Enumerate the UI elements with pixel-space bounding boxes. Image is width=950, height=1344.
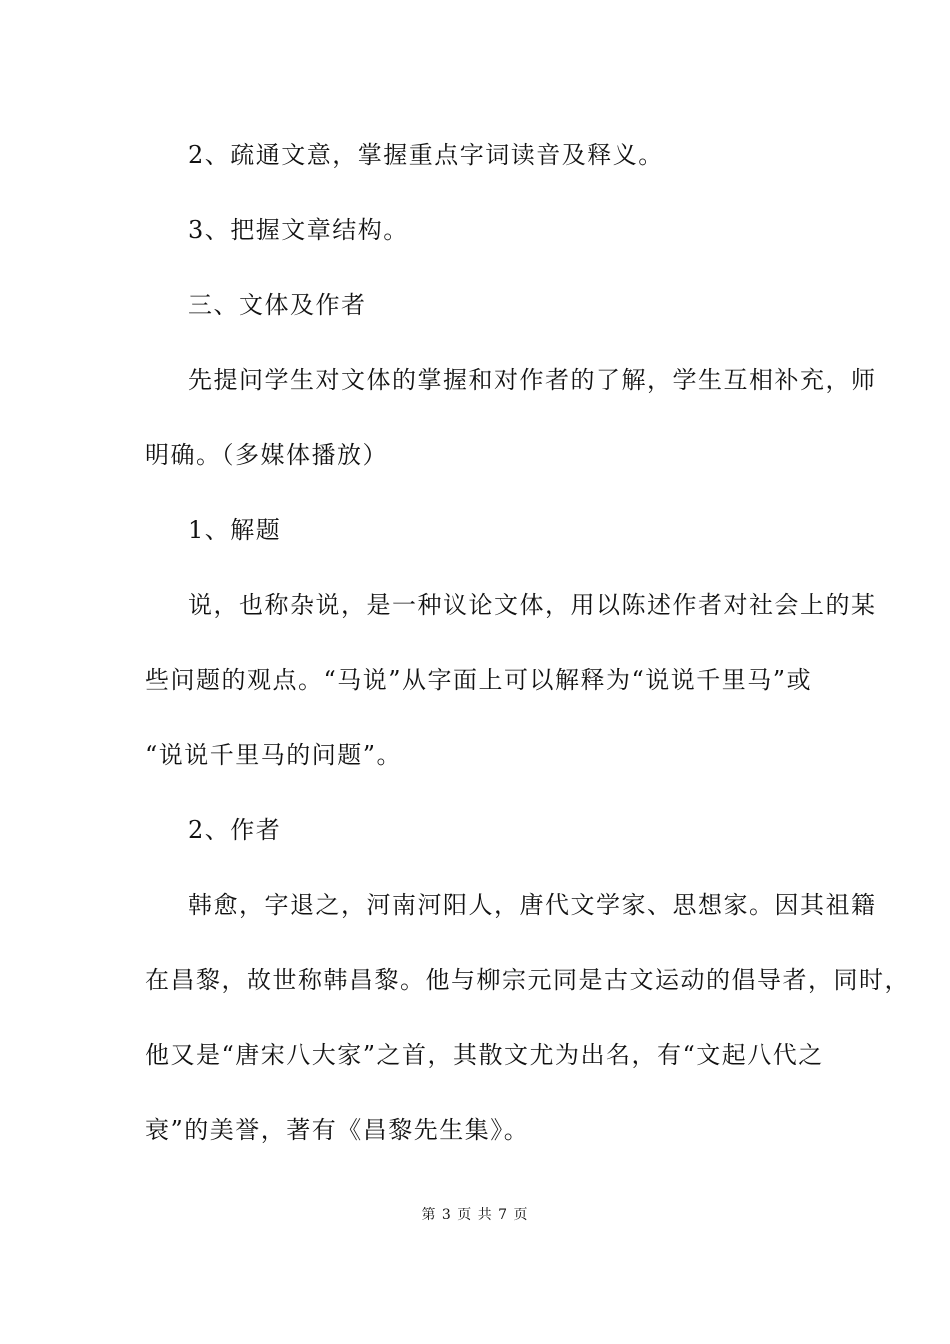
- text-line-paragraph-2b: 些问题的观点。“马说”从字面上可以解释为“说说千里马”或: [145, 666, 813, 694]
- text-line-objective-2: 2、疏通文意，掌握重点字词读音及释义。: [188, 141, 664, 169]
- text-line-paragraph-2c: “说说千里马的问题”。: [145, 741, 403, 769]
- text-line-paragraph-2a: 说，也称杂说，是一种议论文体，用以陈述作者对社会上的某: [188, 591, 877, 619]
- page-number: 第 3 页 共 7 页: [421, 1207, 529, 1223]
- text-line-paragraph-1b: 明确。（多媒体播放）: [145, 441, 388, 469]
- text-line-paragraph-1a: 先提问学生对文体的掌握和对作者的了解，学生互相补充，师: [188, 366, 877, 394]
- text-line-paragraph-3b: 在昌黎，故世称韩昌黎。他与柳宗元同是古文运动的倡导者，同时，: [145, 966, 910, 994]
- text-line-paragraph-3d: 衰”的美誉，著有《昌黎先生集》。: [145, 1116, 530, 1144]
- text-line-paragraph-3a: 韩愈，字退之，河南河阳人，唐代文学家、思想家。因其祖籍: [188, 891, 877, 919]
- subheading-author: 2、作者: [188, 816, 282, 844]
- section-heading-genre-author: 三、文体及作者: [188, 291, 367, 319]
- text-line-objective-3: 3、把握文章结构。: [188, 216, 409, 244]
- text-line-paragraph-3c: 他又是“唐宋八大家”之首，其散文尤为出名，有“文起八代之: [145, 1041, 824, 1069]
- page-footer: [0, 1206, 950, 1224]
- subheading-title-explanation: 1、解题: [188, 516, 282, 544]
